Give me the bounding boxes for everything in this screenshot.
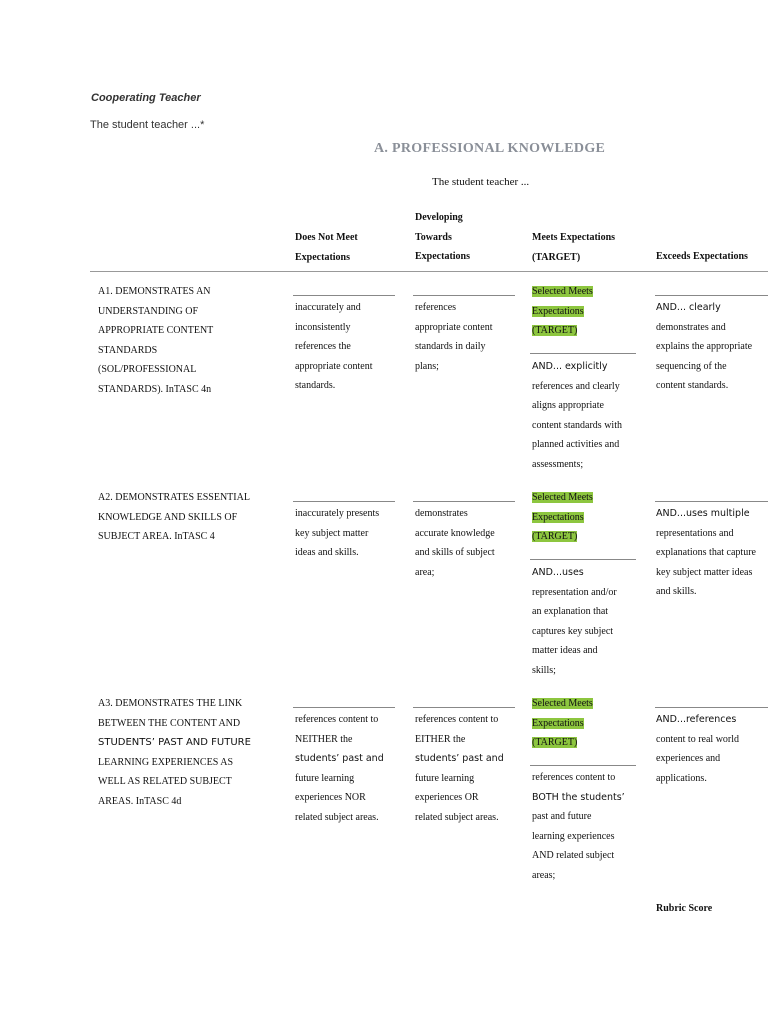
section-heading: A. PROFESSIONAL KNOWLEDGE — [374, 141, 606, 156]
cell-divider — [655, 501, 768, 502]
cell-divider — [413, 501, 515, 502]
section-subtitle: The student teacher ... — [432, 176, 530, 188]
a2-meets-selected[interactable]: Selected Meets Expectations (TARGET) — [532, 492, 593, 542]
a1-exceeds: AND... clearly demonstrates and explains the appropriate sequencing of the content standards. — [656, 302, 753, 391]
column-header-developing: Developing Towards Expectations — [415, 212, 470, 262]
row-label-a2: A2. DEMONSTRATES ESSENTIAL KNOWLEDGE AND SKILLS OF SUBJECT AREA. InTASC 4 — [98, 492, 250, 542]
a3-developing: references content to EITHER the students’ past and future learning experiences OR related subject areas. — [415, 714, 504, 823]
cell-divider — [530, 559, 636, 560]
a2-exceeds: AND...uses multiple representations and explanations that capture key subject matter ideas and skills. — [656, 508, 756, 597]
cell-divider — [293, 707, 395, 708]
a1-meets: AND... explicitly references and clearly aligns appropriate content standards with planned activities and assessments; — [532, 361, 622, 470]
cell-divider — [655, 707, 768, 708]
column-header-exceeds: Exceeds Expectations — [656, 251, 748, 262]
a3-exceeds: AND...references content to real world experiences and applications. — [656, 714, 740, 784]
header-divider — [90, 271, 768, 272]
a2-developing: demonstrates accurate knowledge and skills of subject area; — [415, 508, 495, 578]
row-label-a1: A1. DEMONSTRATES AN UNDERSTANDING OF APPROPRIATE CONTENT STANDARDS (SOL/PROFESSIONAL STANDARDS). InTASC 4n — [98, 286, 214, 395]
cell-divider — [530, 353, 636, 354]
cell-divider — [655, 295, 768, 296]
a2-meets: AND...uses representation and/or an explanation that captures key subject matter ideas and skills; — [532, 567, 617, 676]
a3-meets-selected[interactable]: Selected Meets Expectations (TARGET) — [532, 698, 593, 748]
column-header-meets: Meets Expectations (TARGET) — [532, 232, 616, 263]
cell-divider — [293, 295, 395, 296]
a1-developing: references appropriate content standards in daily plans; — [415, 302, 493, 372]
cell-divider — [530, 765, 636, 766]
row-label-a3: A3. DEMONSTRATES THE LINK BETWEEN THE CONTENT AND STUDENTS’ PAST AND FUTURE LEARNING EXPERIENCES AS WELL AS RELATED SUBJECT AREAS. InTASC 4d — [98, 698, 251, 807]
cell-divider — [413, 707, 515, 708]
a1-does-not-meet: inaccurately and inconsistently references the appropriate content standards. — [295, 302, 373, 391]
intro-text: The student teacher ...* — [90, 119, 205, 131]
rubric-score-label: Rubric Score — [656, 903, 713, 914]
a1-meets-selected[interactable]: Selected Meets Expectations (TARGET) — [532, 286, 593, 336]
cell-divider — [413, 295, 515, 296]
a3-meets: references content to BOTH the students’ past and future learning experiences AND related subject areas; — [532, 772, 625, 881]
a2-does-not-meet: inaccurately presents key subject matter ideas and skills. — [295, 508, 380, 558]
cell-divider — [293, 501, 395, 502]
a3-does-not-meet: references content to NEITHER the students’ past and future learning experiences NOR related subject areas. — [295, 714, 384, 823]
column-header-does-not-meet: Does Not Meet Expectations — [295, 232, 358, 263]
role-title: Cooperating Teacher — [91, 92, 201, 104]
